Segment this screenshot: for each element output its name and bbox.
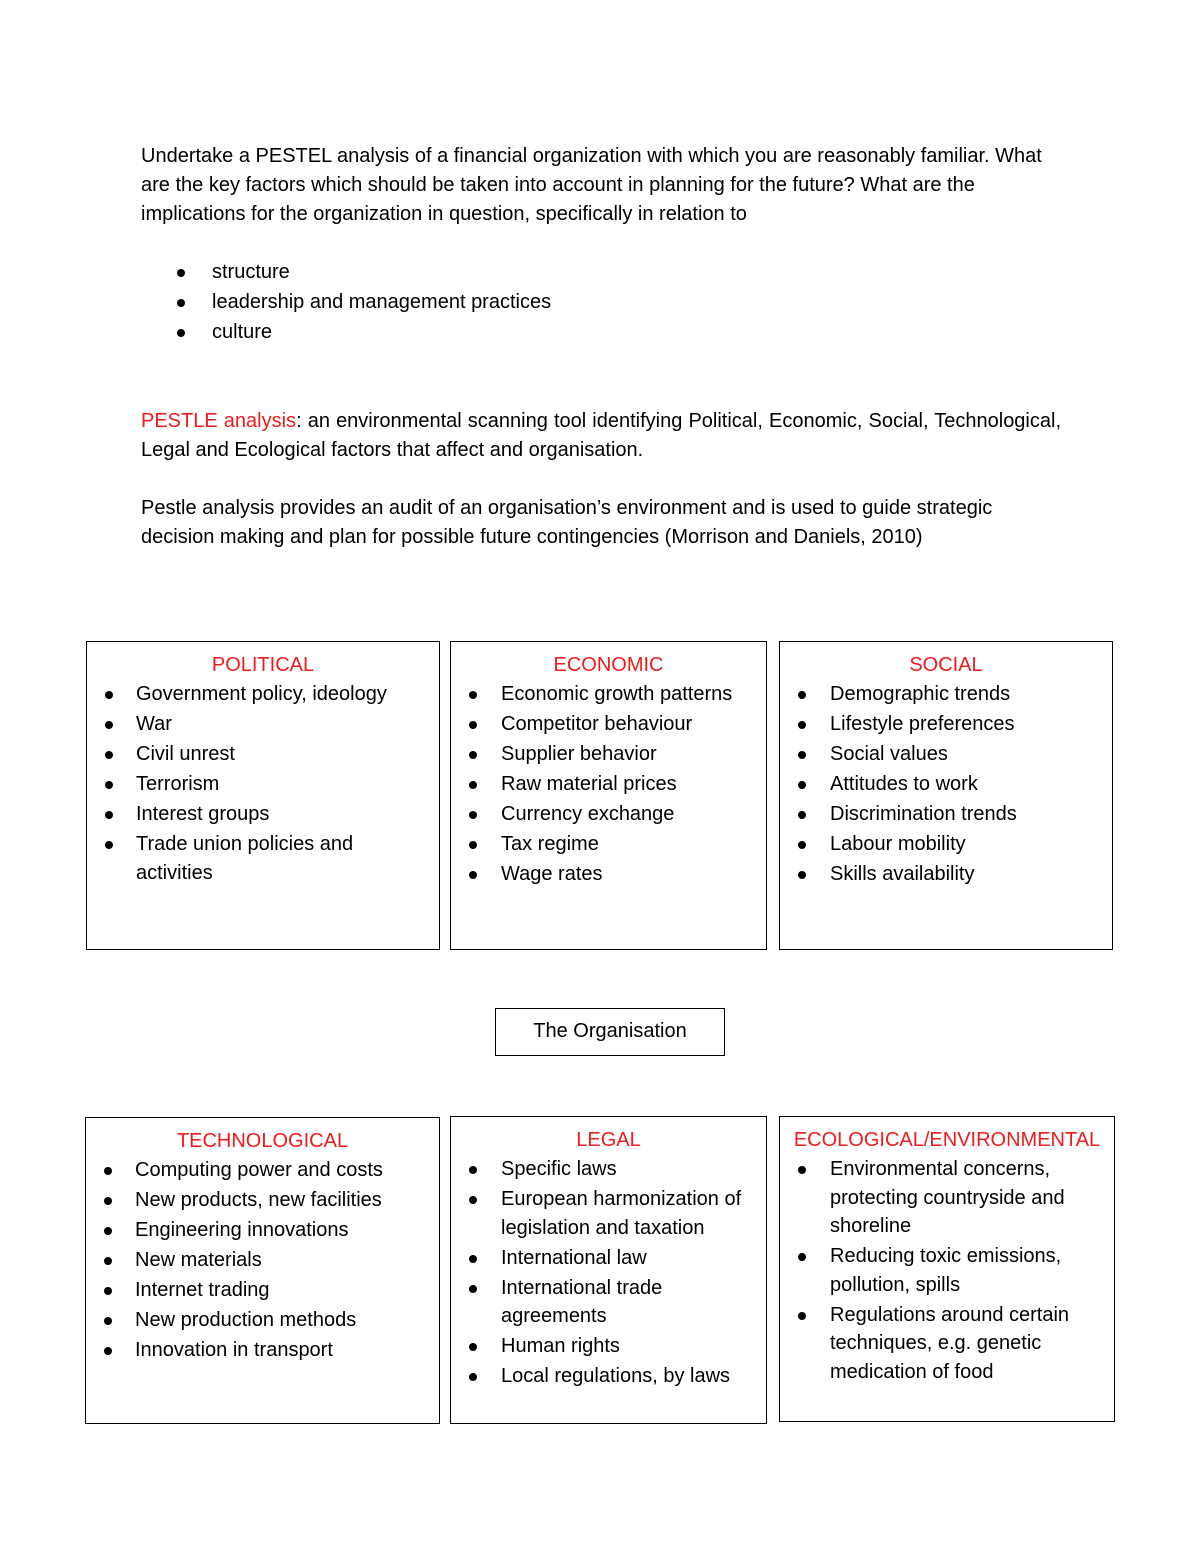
topic-item-leadership: leadership and management practices bbox=[212, 287, 1061, 317]
list-item: Civil unrest bbox=[87, 740, 439, 769]
technological-box bbox=[85, 1117, 440, 1424]
list-item: Interest groups bbox=[87, 800, 439, 829]
organisation-box: The Organisation bbox=[495, 1008, 725, 1056]
list-item: Lifestyle preferences bbox=[780, 710, 1112, 739]
social-title: SOCIAL bbox=[909, 654, 983, 676]
list-item: Trade union policies and activities bbox=[87, 830, 439, 887]
list-item: European harmonization of legislation and taxation bbox=[451, 1185, 766, 1242]
list-item: Reducing toxic emissions, pollution, spills bbox=[780, 1242, 1114, 1299]
list-item: Raw material prices bbox=[451, 770, 766, 799]
legal-title: LEGAL bbox=[576, 1129, 641, 1151]
list-item: Government policy, ideology bbox=[87, 680, 439, 709]
topic-item-structure: structure bbox=[212, 257, 1061, 287]
list-item: Demographic trends bbox=[780, 680, 1112, 709]
intro-section bbox=[141, 142, 1061, 552]
pestle-source-paragraph: Pestle analysis provides an audit of an organisation’s environment and is used to guide strategic decision making and plan for possible future contingencies (Morrison and Daniels, 2010) bbox=[141, 497, 993, 548]
list-item: Labour mobility bbox=[780, 830, 1112, 859]
list-item: Supplier behavior bbox=[451, 740, 766, 769]
political-list bbox=[87, 680, 439, 887]
list-item: Human rights bbox=[451, 1332, 766, 1361]
definition-term: PESTLE analysis bbox=[141, 410, 297, 432]
topic-item-culture: culture bbox=[212, 317, 1061, 347]
list-item: Currency exchange bbox=[451, 800, 766, 829]
list-item: Local regulations, by laws bbox=[451, 1362, 766, 1391]
economic-list bbox=[451, 680, 766, 889]
list-item: Computing power and costs bbox=[86, 1156, 439, 1185]
topic-list bbox=[141, 257, 1061, 347]
list-item: Environmental concerns, protecting countryside and shoreline bbox=[780, 1155, 1114, 1241]
list-item: International trade agreements bbox=[451, 1274, 766, 1331]
legal-box bbox=[450, 1116, 767, 1424]
social-list bbox=[780, 680, 1112, 889]
list-item: New production methods bbox=[86, 1306, 439, 1335]
ecological-box bbox=[779, 1116, 1115, 1422]
list-item: Innovation in transport bbox=[86, 1336, 439, 1365]
list-item: International law bbox=[451, 1244, 766, 1273]
list-item: Terrorism bbox=[87, 770, 439, 799]
list-item: Engineering innovations bbox=[86, 1216, 439, 1245]
assignment-question: Undertake a PESTEL analysis of a financial organization with which you are reasonably familiar. What are the key factors which should be taken into account in planning for the future? What are the implications for the organization in question, specifically in relation to bbox=[141, 145, 1042, 225]
list-item: Social values bbox=[780, 740, 1112, 769]
pestle-definition bbox=[141, 407, 1061, 465]
technological-title: TECHNOLOGICAL bbox=[176, 1130, 349, 1152]
list-item: Skills availability bbox=[780, 860, 1112, 889]
list-item: New products, new facilities bbox=[86, 1186, 439, 1215]
economic-title: ECONOMIC bbox=[553, 654, 664, 676]
list-item: Specific laws bbox=[451, 1155, 766, 1184]
list-item: Discrimination trends bbox=[780, 800, 1112, 829]
list-item: Internet trading bbox=[86, 1276, 439, 1305]
technological-list bbox=[86, 1156, 439, 1365]
list-item: New materials bbox=[86, 1246, 439, 1275]
legal-list bbox=[451, 1155, 766, 1391]
list-item: Wage rates bbox=[451, 860, 766, 889]
ecological-list bbox=[780, 1155, 1114, 1386]
list-item: Competitor behaviour bbox=[451, 710, 766, 739]
list-item: Economic growth patterns bbox=[451, 680, 766, 709]
economic-box bbox=[450, 641, 767, 950]
definition-text: : an environmental scanning tool identifying Political, Economic, Social, Technological, Legal and Ecological factors that affect and organisation. bbox=[141, 410, 1062, 461]
list-item: Attitudes to work bbox=[780, 770, 1112, 799]
list-item: Regulations around certain techniques, e.g. genetic medication of food bbox=[780, 1301, 1114, 1387]
ecological-title: ECOLOGICAL/ENVIRONMENTAL bbox=[793, 1129, 1101, 1151]
political-box bbox=[86, 641, 440, 950]
social-box bbox=[779, 641, 1113, 950]
political-title: POLITICAL bbox=[211, 654, 315, 676]
list-item: War bbox=[87, 710, 439, 739]
list-item: Tax regime bbox=[451, 830, 766, 859]
